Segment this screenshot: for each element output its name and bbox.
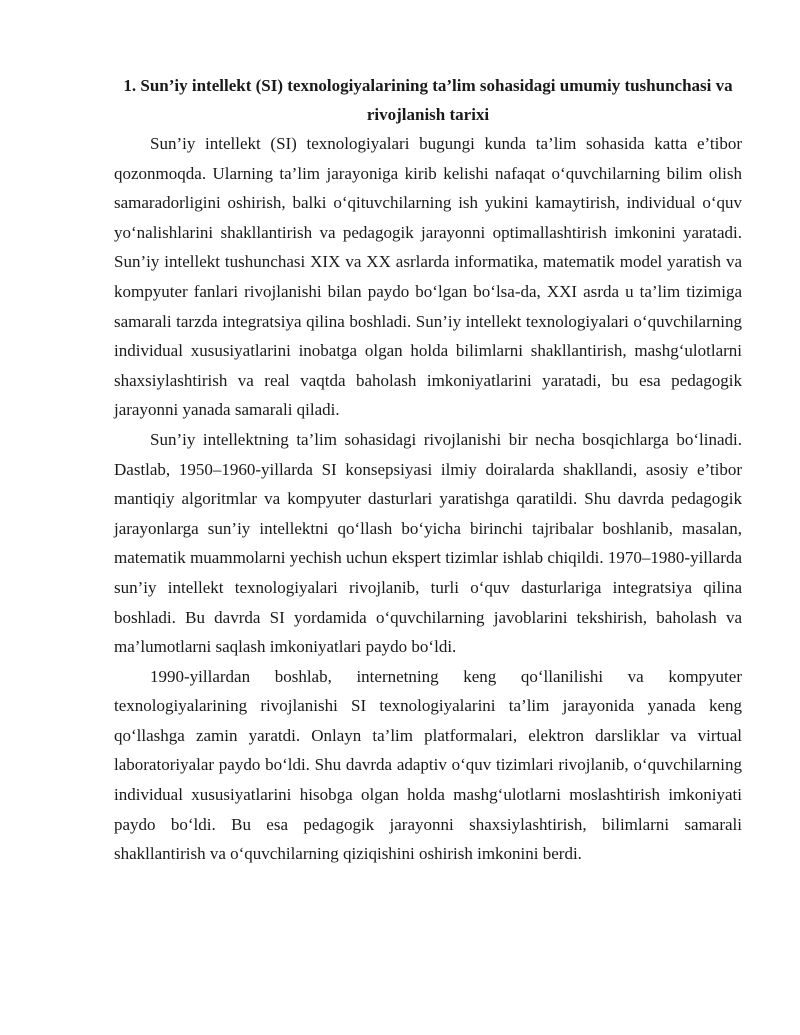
section-title: 1. Sun’iy intellekt (SI) texnologiyalarining ta’lim sohasidagi umumiy tushunchasi va rivojlanish tarixi [123, 76, 733, 124]
paragraph-2: Sun’iy intellektning ta’lim sohasidagi rivojlanishi bir necha bosqichlarga bo‘linadi. Dastlab, 1950–1960-yillarda SI konsepsiyasi ilmiy doiralarda shakllandi, asosiy e’tibor mantiqiy algoritmlar va kompyuter dasturlari yaratishga qaratildi. Shu davrda pedagogik jarayonlarga sun’iy intellektni qo‘llash bo‘yicha birinchi tajribalar boshlanib, masalan, matematik muammolarni yechish uchun ekspert tizimlar ishlab chiqildi. 1970–1980-yillarda sun’iy intellekt texnologiyalari rivojlanib, turli o‘quv dasturlariga integratsiya qilina boshladi. Bu davrda SI yordamida o‘quvchilarning javoblarini tekshirish, baholash va ma’lumotlarni saqlash imkoniyatlari paydo bo‘ldi. [114, 429, 742, 657]
paragraph-1: Sun’iy intellekt (SI) texnologiyalari bugungi kunda ta’lim sohasida katta e’tibor qozonmoqda. Ularning ta’lim jarayoniga kirib kelishi nafaqat o‘quvchilarning bilim olish samaradorligini oshirish, balki o‘qituvchilarning ish yukini kamaytirish, individual o‘quv yo‘nalishlarini shakllantirish va pedagogik jarayonni optimallashtirish imkonini yaratadi. Sun’iy intellekt tushunchasi XIX va XX asrlarda informatika, matematik model yaratish va kompyuter fanlari rivojlanishi bilan paydo bo‘lgan bo‘lsa-da, XXI asrda u ta’lim tizimiga samarali tarzda integratsiya qilina boshladi. Sun’iy intellekt texnologiyalari o‘quvchilarning individual xususiyatlarini inobatga olgan holda bilimlarni shakllantirish, mashg‘ulotlarni shaxsiylashtirish va real vaqtda baholash imkoniyatlarini yaratadi, bu esa pedagogik jarayonni yanada samarali qiladi. [114, 134, 742, 420]
paragraph-3: 1990-yillardan boshlab, internetning keng qo‘llanilishi va kompyuter texnologiyalarining rivojlanishi SI texnologiyalarini ta’lim jarayonida yanada keng qo‘llashga zamin yaratdi. Onlayn ta’lim platformalari, elektron darsliklar va virtual laboratoriyalar paydo bo‘ldi. Shu davrda adaptiv o‘quv tizimlari rivojlanib, o‘quvchilarning individual xususiyatlarini hisobga olgan holda mashg‘ulotlarni moslashtirish imkoniyati paydo bo‘ldi. Bu esa pedagogik jarayonni shaxsiylashtirish, bilimlarni samarali shakllantirish va o‘quvchilarning qiziqishini oshirish imkonini berdi. [114, 666, 742, 864]
document-body [114, 71, 742, 869]
